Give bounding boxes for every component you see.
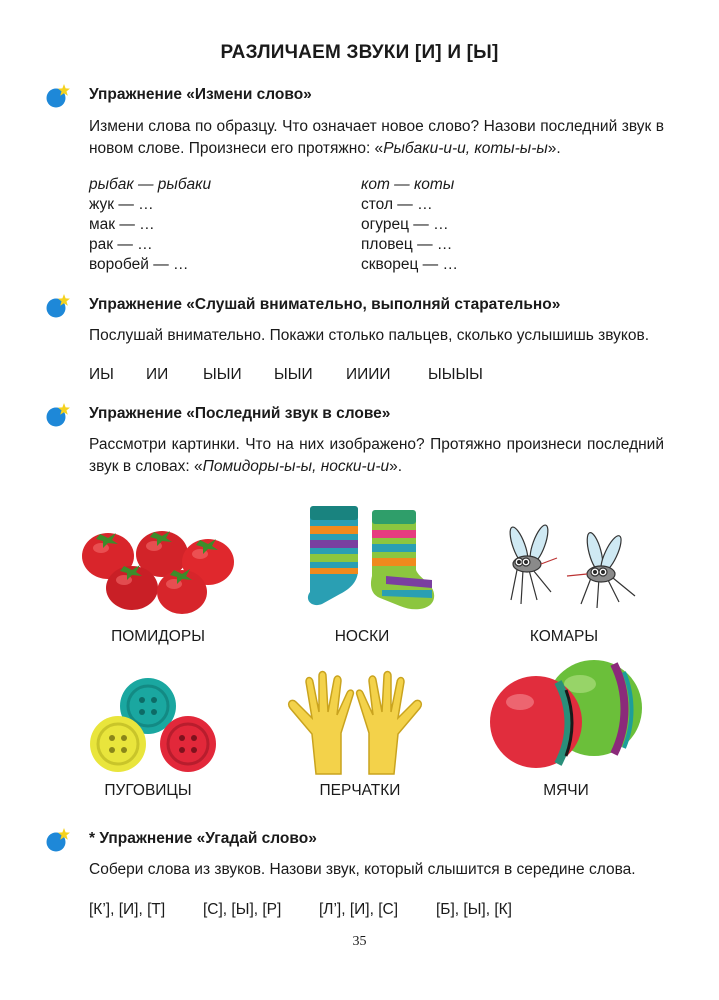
- sound-group: [С], [Ы], [Р]: [203, 901, 282, 918]
- word-list-right: [361, 175, 458, 275]
- socks-picture: [302, 500, 442, 616]
- word-pair: мак — …: [89, 216, 155, 233]
- mosquito-icon: [507, 523, 635, 608]
- picture-label: ПУГОВИЦЫ: [104, 782, 192, 799]
- picture-label: МЯЧИ: [543, 782, 589, 799]
- exercise-2-title: Упражнение «Слушай внимательно, выполняй старательно»: [89, 296, 561, 313]
- syllable: ИЫ: [89, 366, 114, 383]
- instruction-text: Рассмотри картинки. Что на них изображено? Протяжно произнеси последний звук в словах: «: [89, 436, 664, 475]
- blue-circle-yellow-star-icon: [45, 402, 71, 428]
- exercise-1-title: Упражнение «Измени слово»: [89, 86, 312, 103]
- instruction-end: ».: [389, 458, 403, 475]
- exercise-3-title: Упражнение «Последний звук в слове»: [89, 405, 391, 422]
- instruction-text: Измени слова по образцу. Что означает новое слово? Назови последний звук в новом слове. Произнеси его протяжно: «: [89, 118, 664, 157]
- exercise-1-instructions: [89, 116, 664, 160]
- instruction-example: Рыбаки-и-и, коты-ы-ы: [383, 140, 548, 157]
- picture-label: КОМАРЫ: [529, 628, 599, 645]
- tomato-icon: [82, 531, 234, 614]
- syllable: ИИ: [146, 366, 169, 383]
- syllable: ЫЫИ: [274, 366, 313, 383]
- word-pair: стол — …: [361, 196, 433, 213]
- syllable: ЫЫЫЫ: [428, 366, 483, 383]
- word-pair-example: рыбак — рыбаки: [89, 176, 212, 193]
- word-pair: пловец — …: [361, 236, 453, 253]
- instruction-end: ».: [547, 140, 561, 157]
- sock-icon: [308, 506, 434, 609]
- syllable-row: [0, 366, 719, 386]
- balls-picture: [486, 656, 646, 772]
- instruction-example: Помидоры-ы-ы, носки-и-и: [202, 458, 390, 475]
- word-list-left: [89, 175, 211, 275]
- word-pair: огурец — …: [361, 216, 449, 233]
- word-pair-example: кот — коты: [361, 176, 455, 193]
- word-pair: рак — …: [89, 236, 153, 253]
- tomatoes-picture: [76, 518, 240, 618]
- blue-circle-yellow-star-icon: [45, 827, 71, 853]
- glove-icon: [289, 672, 422, 775]
- word-pair: скворец — …: [361, 256, 458, 273]
- exercise-4-title: * Упражнение «Угадай слово»: [89, 830, 317, 847]
- page-number: 35: [352, 934, 367, 949]
- ball-icon: [490, 660, 642, 768]
- picture-label: ПЕРЧАТКИ: [319, 782, 401, 799]
- word-pair: жук — …: [89, 196, 154, 213]
- blue-circle-yellow-star-icon: [45, 293, 71, 319]
- blue-circle-yellow-star-icon: [45, 83, 71, 109]
- picture-label: ПОМИДОРЫ: [111, 628, 205, 645]
- buttons-picture: [88, 676, 228, 776]
- syllable: ИИИИ: [346, 366, 391, 383]
- gloves-picture: [276, 666, 436, 776]
- sound-group: [Б], [Ы], [К]: [436, 901, 512, 918]
- sound-group: [К’], [И], [Т]: [89, 901, 166, 918]
- exercise-2-instructions: Послушай внимательно. Покажи столько пальцев, сколько услышишь звуков.: [89, 327, 650, 344]
- exercise-4-instructions: Собери слова из звуков. Назови звук, который слышится в середине слова.: [89, 861, 636, 878]
- page-title: РАЗЛИЧАЕМ ЗВУКИ [И] И [Ы]: [220, 42, 499, 63]
- mosquitoes-picture: [495, 512, 641, 612]
- picture-label: НОСКИ: [334, 628, 390, 645]
- sound-group: [Л’], [И], [С]: [319, 901, 399, 918]
- word-pair: воробей — …: [89, 256, 189, 273]
- exercise-3-instructions: [89, 434, 664, 478]
- button-icon: [90, 678, 216, 772]
- syllable: ЫЫИ: [203, 366, 242, 383]
